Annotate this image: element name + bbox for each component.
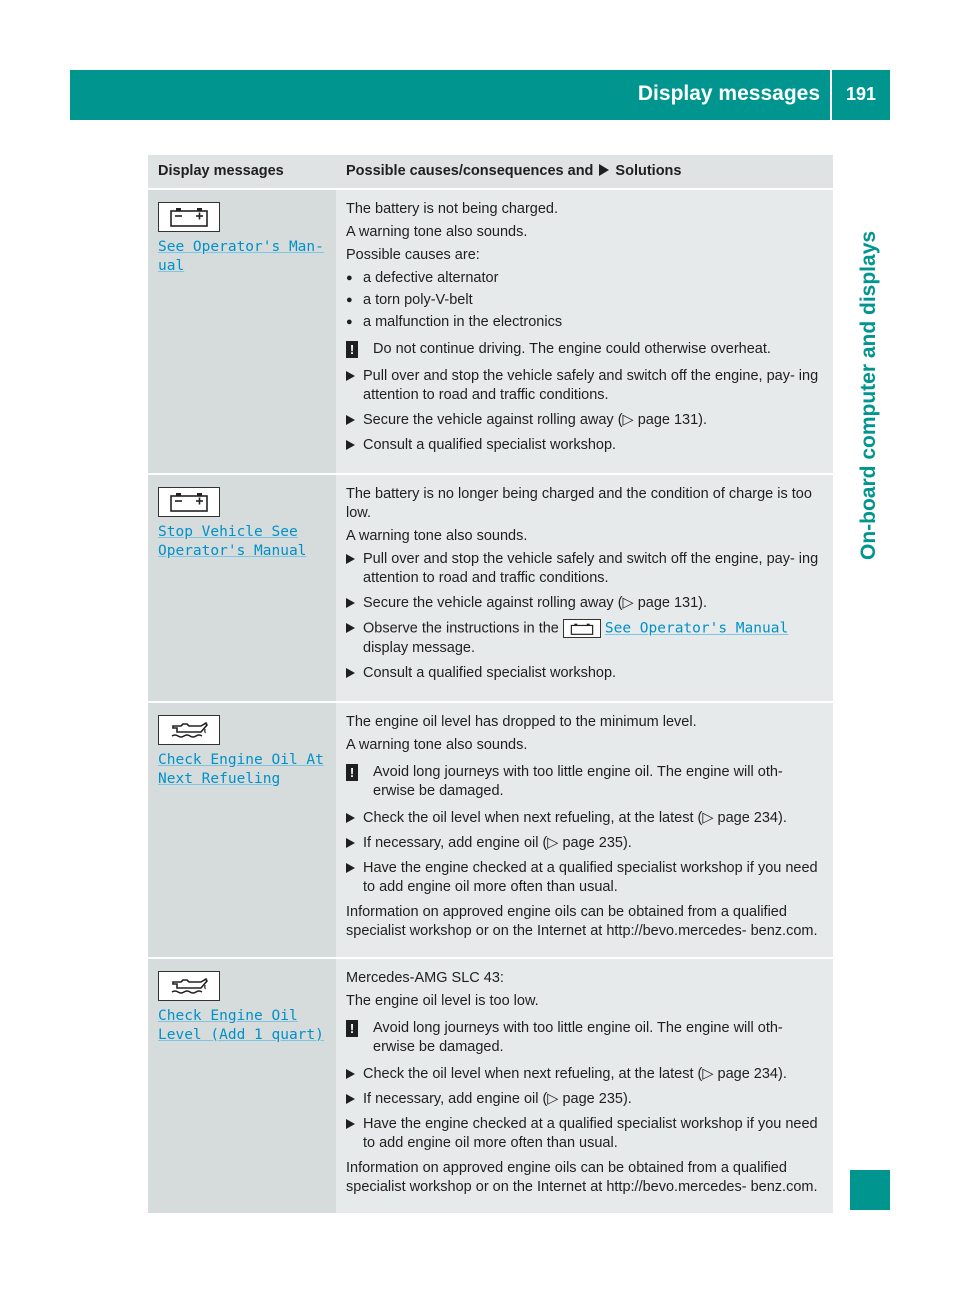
cause-text: Possible causes are: <box>346 247 480 263</box>
warning-note: ! Avoid long journeys with too little engine oil. The engine will oth‐ erwise be damaged. <box>346 1019 825 1057</box>
page-reference-link[interactable]: Check the oil level when next refueling, at the latest (▷ page 234). <box>363 1065 787 1082</box>
chapter-label: On-board computer and displays <box>857 230 880 560</box>
oil-can-icon <box>158 971 220 1001</box>
display-message: See Operator's Man‐ ual <box>158 239 324 274</box>
step-arrow-icon <box>346 1119 355 1129</box>
step-arrow-icon <box>346 554 355 564</box>
display-message-reference: See Operator's Manual <box>604 620 789 637</box>
page-reference-link[interactable]: If necessary, add engine oil (▷ page 235). <box>363 834 632 851</box>
table-row <box>148 958 833 1214</box>
side-tab <box>848 120 890 1170</box>
page-reference-link[interactable]: Secure the vehicle against rolling away (▷ page 131). <box>363 412 708 428</box>
header-solutions-label: Solutions <box>615 163 682 179</box>
page-header <box>70 70 890 120</box>
battery-icon <box>158 202 220 232</box>
battery-icon <box>563 619 601 638</box>
solution-step <box>346 834 825 853</box>
step-arrow-icon <box>346 1069 355 1079</box>
cause-text: A warning tone also sounds. <box>346 736 528 753</box>
solution-step <box>346 411 825 430</box>
page-reference-link[interactable]: Check the oil level when next refueling, at the latest (▷ page 234). <box>363 809 787 826</box>
display-messages-table <box>148 155 833 1215</box>
battery-icon <box>158 487 220 517</box>
solution-step <box>346 809 825 828</box>
list-item: ● a malfunction in the electronics <box>346 314 563 330</box>
page-number: 191 <box>845 84 877 104</box>
solution-cell <box>336 474 833 702</box>
oil-can-icon <box>158 715 220 745</box>
header-display-messages: Display messages <box>148 155 336 189</box>
cause-text: The battery is not being charged. <box>346 201 558 217</box>
solution-step: Have the engine checked at a qualified specialist workshop if you need to add engine oil more often than usual. <box>346 859 825 897</box>
solution-arrow-icon <box>599 164 609 176</box>
cause-text: The engine oil level is too low. <box>346 992 539 1009</box>
list-item: ● a torn poly-V-belt <box>346 292 473 308</box>
step-arrow-icon <box>346 623 355 633</box>
info-text: Information on approved engine oils can be obtained from a qualified specialist workshop or on the Internet at http://bevo.mercedes- benz.com. <box>346 1159 818 1195</box>
cause-text: A warning tone also sounds. <box>346 224 528 240</box>
solution-step <box>346 1065 825 1084</box>
step-arrow-icon <box>346 838 355 848</box>
solution-step: Consult a qualified specialist workshop. <box>346 664 825 683</box>
message-cell <box>148 958 336 1214</box>
warning-icon: ! <box>346 1020 358 1037</box>
solution-step: Pull over and stop the vehicle safely and switch off the engine, pay‐ ing attention to road and traffic conditions. <box>346 367 825 405</box>
solution-step <box>346 1090 825 1109</box>
header-solutions <box>336 155 833 189</box>
solution-step: Pull over and stop the vehicle safely and switch off the engine, pay‐ ing attention to road and traffic conditions. <box>346 550 825 588</box>
list-item: ● a defective alternator <box>346 270 499 286</box>
solution-step <box>346 594 825 613</box>
warning-icon: ! <box>346 764 358 781</box>
warning-note: ! Avoid long journeys with too little engine oil. The engine will oth‐ erwise be damaged. <box>346 763 825 801</box>
cause-text: Mercedes-AMG SLC 43: <box>346 969 504 986</box>
solution-cell <box>336 958 833 1214</box>
warning-icon: ! <box>346 341 358 358</box>
step-arrow-icon <box>346 371 355 381</box>
step-arrow-icon <box>346 668 355 678</box>
table-header-row <box>148 155 833 189</box>
message-cell <box>148 474 336 702</box>
cause-list <box>346 269 825 332</box>
table-row <box>148 702 833 958</box>
display-message: Check Engine Oil At Next Refueling <box>158 751 324 787</box>
chapter-marker <box>850 1170 890 1210</box>
display-message: Stop Vehicle See Operator's Manual <box>158 524 307 559</box>
header-causes-label: Possible causes/consequences and <box>346 163 594 179</box>
table-row <box>148 189 833 474</box>
cause-text: The engine oil level has dropped to the minimum level. <box>346 713 697 730</box>
step-arrow-icon <box>346 415 355 425</box>
section-title: Display messages <box>637 82 820 105</box>
step-arrow-icon <box>346 598 355 608</box>
step-arrow-icon <box>346 813 355 823</box>
solution-step: Observe the instructions in the See Operator's Manual display message. <box>346 619 825 658</box>
bullet-icon: ● <box>346 272 353 284</box>
info-text: Information on approved engine oils can be obtained from a qualified specialist workshop or on the Internet at http://bevo.mercedes- benz.com. <box>346 903 818 939</box>
warning-note: ! Do not continue driving. The engine could otherwise overheat. <box>346 340 825 359</box>
cause-text: The battery is no longer being charged and the condition of charge is too low. <box>346 486 812 521</box>
solution-step: Consult a qualified specialist workshop. <box>346 436 825 455</box>
step-arrow-icon <box>346 1094 355 1104</box>
solution-cell <box>336 189 833 474</box>
solution-cell <box>336 702 833 958</box>
bullet-icon: ● <box>346 294 353 306</box>
message-cell <box>148 702 336 958</box>
page-reference-link[interactable]: If necessary, add engine oil (▷ page 235). <box>363 1090 632 1107</box>
page-reference-link[interactable]: Secure the vehicle against rolling away (▷ page 131). <box>363 595 708 611</box>
display-message: Check Engine Oil Level (Add 1 quart) <box>158 1007 324 1043</box>
cause-text: A warning tone also sounds. <box>346 528 528 544</box>
step-arrow-icon <box>346 863 355 873</box>
table-row <box>148 474 833 702</box>
step-arrow-icon <box>346 440 355 450</box>
solution-step: Have the engine checked at a qualified specialist workshop if you need to add engine oil more often than usual. <box>346 1115 825 1153</box>
bullet-icon: ● <box>346 316 353 328</box>
message-cell <box>148 189 336 474</box>
